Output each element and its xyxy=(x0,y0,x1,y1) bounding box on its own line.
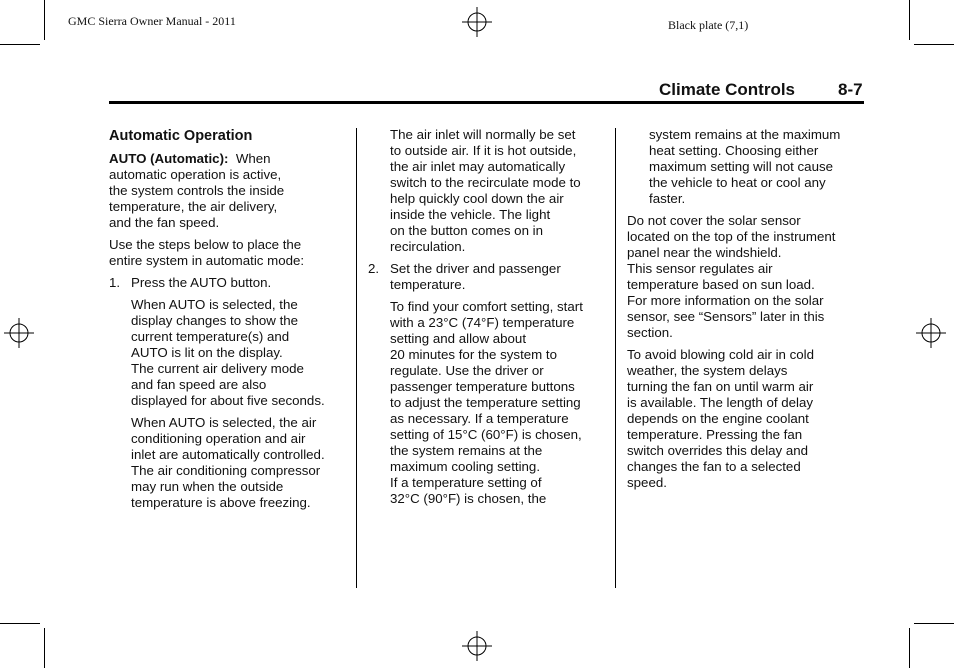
text-line: AUTO is lit on the display. xyxy=(131,345,283,360)
section-title: Climate Controls xyxy=(659,80,796,99)
crop-mark xyxy=(44,0,45,40)
text-line: switch to the recirculate mode to xyxy=(390,175,581,190)
text-line: automatic operation is active, xyxy=(109,167,282,182)
text-line: help quickly cool down the air xyxy=(390,191,564,206)
list-item xyxy=(368,261,608,293)
text-line: For more information on the solar xyxy=(627,293,824,308)
registration-mark-icon xyxy=(462,631,492,661)
column-divider xyxy=(615,128,616,588)
text-line: 32°C (90°F) is chosen, the xyxy=(390,491,547,506)
text-line: temperature. Pressing the fan xyxy=(627,427,803,442)
text-line: on the button comes on in xyxy=(390,223,544,238)
text-line: changes the fan to a selected xyxy=(627,459,801,474)
list-item xyxy=(109,275,349,291)
text-line: switch overrides this delay and xyxy=(627,443,809,458)
text-line: maximum cooling setting. xyxy=(390,459,541,474)
text-line: displayed for about five seconds. xyxy=(131,393,325,408)
text-line: temperature, the air delivery, xyxy=(109,199,278,214)
crop-mark xyxy=(914,623,954,624)
text-line: conditioning operation and air xyxy=(131,431,306,446)
text-line: display changes to show the xyxy=(131,313,299,328)
text-line: system remains at the maximum xyxy=(649,127,841,142)
registration-mark-icon xyxy=(916,318,946,348)
crop-mark xyxy=(909,628,910,668)
paragraph xyxy=(109,167,349,231)
text-line: The current air delivery mode xyxy=(131,361,304,376)
text-line: the air inlet may automatically xyxy=(390,159,566,174)
text-line: temperature based on sun load. xyxy=(627,277,815,292)
paragraph xyxy=(627,213,867,341)
text-line: setting of 15°C (60°F) is chosen, xyxy=(390,427,582,442)
text-line: located on the top of the instrument xyxy=(627,229,836,244)
crop-mark xyxy=(909,0,910,40)
column-3 xyxy=(627,127,867,497)
text-line: to outside air. If it is hot outside, xyxy=(390,143,577,158)
text-line: The air conditioning compressor xyxy=(131,463,321,478)
paragraph xyxy=(368,127,608,255)
book-title: GMC Sierra Owner Manual - 2011 xyxy=(68,14,236,28)
paragraph xyxy=(627,127,867,207)
column-2 xyxy=(368,127,608,513)
crop-mark xyxy=(0,623,40,624)
text-line: setting and allow about xyxy=(390,331,527,346)
text-line: To find your comfort setting, start xyxy=(390,299,583,314)
text-line: speed. xyxy=(627,475,667,490)
header-rule xyxy=(109,101,864,104)
text-line: the vehicle to heat or cool any xyxy=(649,175,826,190)
text-line: weather, the system delays xyxy=(627,363,788,378)
text-line: to adjust the temperature setting xyxy=(390,395,581,410)
text-line: When AUTO is selected, the air xyxy=(131,415,317,430)
crop-mark xyxy=(44,628,45,668)
text-line: To avoid blowing cold air in cold xyxy=(627,347,815,362)
plate-label: Black plate (7,1) xyxy=(668,18,749,32)
text-line: inside the vehicle. The light xyxy=(390,207,551,222)
subheading: Automatic Operation xyxy=(109,128,253,144)
text-line: the system controls the inside xyxy=(109,183,285,198)
text-line: inlet are automatically controlled. xyxy=(131,447,325,462)
text-line: section. xyxy=(627,325,673,340)
text-line: When AUTO is selected, the xyxy=(131,297,298,312)
registration-mark-icon xyxy=(462,7,492,37)
column-1 xyxy=(109,127,349,517)
text-line: maximum setting will not cause xyxy=(649,159,834,174)
text-line: faster. xyxy=(649,191,686,206)
column-divider xyxy=(356,128,357,588)
text-line: depends on the engine coolant xyxy=(627,411,809,426)
text-line: When xyxy=(235,151,271,166)
text-line: If a temperature setting of xyxy=(390,475,542,490)
text-line: turning the fan on until warm air xyxy=(627,379,814,394)
text-line: panel near the windshield. xyxy=(627,245,782,260)
text-line: entire system in automatic mode: xyxy=(109,253,305,268)
text-line: with a 23°C (74°F) temperature xyxy=(390,315,575,330)
text-line: as necessary. If a temperature xyxy=(390,411,569,426)
text-line: Do not cover the solar sensor xyxy=(627,213,801,228)
text-line: Press the AUTO button. xyxy=(131,275,272,290)
text-line: passenger temperature buttons xyxy=(390,379,575,394)
text-line: temperature is above freezing. xyxy=(131,495,311,510)
paragraph xyxy=(368,299,608,507)
paragraph xyxy=(109,415,349,511)
text-line: sensor, see “Sensors” later in this xyxy=(627,309,825,324)
text-line: and fan speed are also xyxy=(131,377,267,392)
paragraph xyxy=(109,237,349,269)
list-number: 2. xyxy=(368,261,380,276)
registration-mark-icon xyxy=(4,318,34,348)
paragraph xyxy=(109,297,349,409)
text-line: The air inlet will normally be set xyxy=(390,127,576,142)
page-number: 8-7 xyxy=(838,80,863,99)
text-line: and the fan speed. xyxy=(109,215,220,230)
text-line: temperature. xyxy=(390,277,466,292)
paragraph xyxy=(627,347,867,491)
text-line: regulate. Use the driver or xyxy=(390,363,544,378)
paragraph xyxy=(109,151,349,167)
text-line: This sensor regulates air xyxy=(627,261,773,276)
list-number: 1. xyxy=(109,275,121,290)
list-text xyxy=(390,261,561,293)
text-line: 20 minutes for the system to xyxy=(390,347,558,362)
text-line: recirculation. xyxy=(390,239,466,254)
text-line: current temperature(s) and xyxy=(131,329,290,344)
term-label: AUTO (Automatic): xyxy=(109,151,229,166)
text-line: the system remains at the xyxy=(390,443,543,458)
crop-mark xyxy=(0,44,40,45)
text-line: heat setting. Choosing either xyxy=(649,143,819,158)
text-line: Use the steps below to place the xyxy=(109,237,302,252)
text-line: is available. The length of delay xyxy=(627,395,814,410)
crop-mark xyxy=(914,44,954,45)
text-line: Set the driver and passenger xyxy=(390,261,561,276)
text-line: may run when the outside xyxy=(131,479,284,494)
